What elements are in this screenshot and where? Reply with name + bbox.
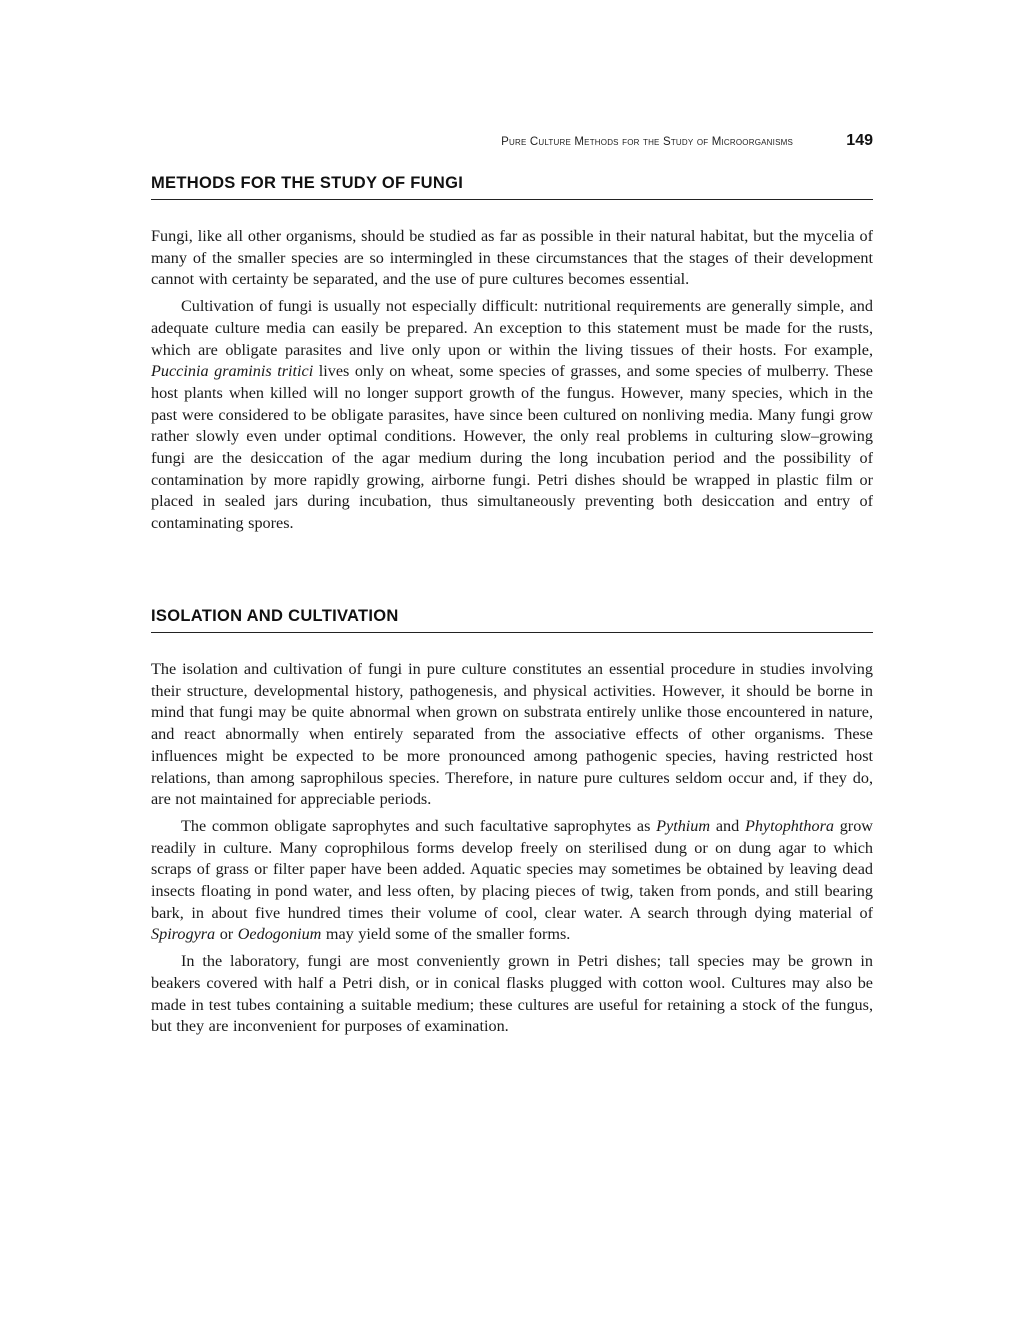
genus-name: Phytophthora [744,816,834,835]
section-body-methods [151,226,873,540]
running-header [151,132,873,154]
running-title: Pure Culture Methods for the Study of Microorganisms [501,136,793,148]
paragraph: Cultivation of fungi is usually not especially difficult: nutritional requirements are generally simple, and adequate culture media can easily be prepared. An exception to this statement must be made for the rusts, which are obligate parasites and live only upon or within the living tissues of their hosts. For example, Puccinia graminis tritici lives only on wheat, some species of grasses, and some species of mulberry. These host plants when killed will no longer support growth of the fungus. However, many species, which in the past were considered to be obligate parasites, have since been cultured on nonliving media. Many fungi grow rather slowly even under optimal conditions. However, the only real problems in culturing slow–growing fungi are the desiccation of the agar medium during the long incubation period and the possibility of contamination by more rapidly growing, airborne fungi. Petri dishes should be wrapped in plastic film or placed in sealed jars during incubation, thus simultaneously preventing both desiccation and entry of contaminating spores. [151,297,873,533]
page-number: 149 [846,132,873,149]
section-heading-isolation: ISOLATION AND CULTIVATION [151,607,873,633]
genus-name: Oedogonium [237,925,322,944]
section-heading-methods: METHODS FOR THE STUDY OF FUNGI [151,174,873,200]
species-name: Puccinia graminis tritici [151,362,314,381]
paragraph: The common obligate saprophytes and such facultative saprophytes as Pythium and Phytophthora grow readily in culture. Many coprophilous forms develop freely on sterilised dung or on dung agar to which scraps of grass or filter paper have been added. Aquatic species may sometimes be obtained by leaving dead insects floating in pond water, and less often, by placing pieces of twig, taken from ponds, and still bearing bark, in about five hundred times their volume of cool, clear water. A search through dying material of Spirogyra or Oedogonium may yield some of the smaller forms. [151,816,873,944]
section-body-isolation [151,659,873,1043]
paragraph: The isolation and cultivation of fungi in pure culture constitutes an essential procedure in studies involving their structure, developmental history, pathogenesis, and physical activities. However, it should be borne in mind that fungi may be quite abnormal when grown on substrata entirely unlike those encountered in nature, and react abnormally when entirely separated from the associative effects of other organisms. These influences might be expected to be more pronounced among pathogenic species, having restricted host relations, than among saprophilous species. Therefore, in nature pure cultures seldom occur and, if they do, are not maintained for appreciable periods. [151,660,873,809]
genus-name: Spirogyra [151,925,216,944]
paragraph: In the laboratory, fungi are most conveniently grown in Petri dishes; tall species may be grown in beakers covered with half a Petri dish, or in conical flasks plugged with cotton wool. Cultures may also be made in test tubes containing a suitable medium; these cultures are useful for retaining a stock of the fungus, but they are inconvenient for purposes of examination. [151,952,873,1036]
paragraph: Fungi, like all other organisms, should be studied as far as possible in their natural habitat, but the mycelia of many of the smaller species are so intermingled in these circumstances that the stages of their development cannot with certainty be separated, and the use of pure cultures becomes essential. [151,227,873,289]
genus-name: Pythium [656,816,711,835]
